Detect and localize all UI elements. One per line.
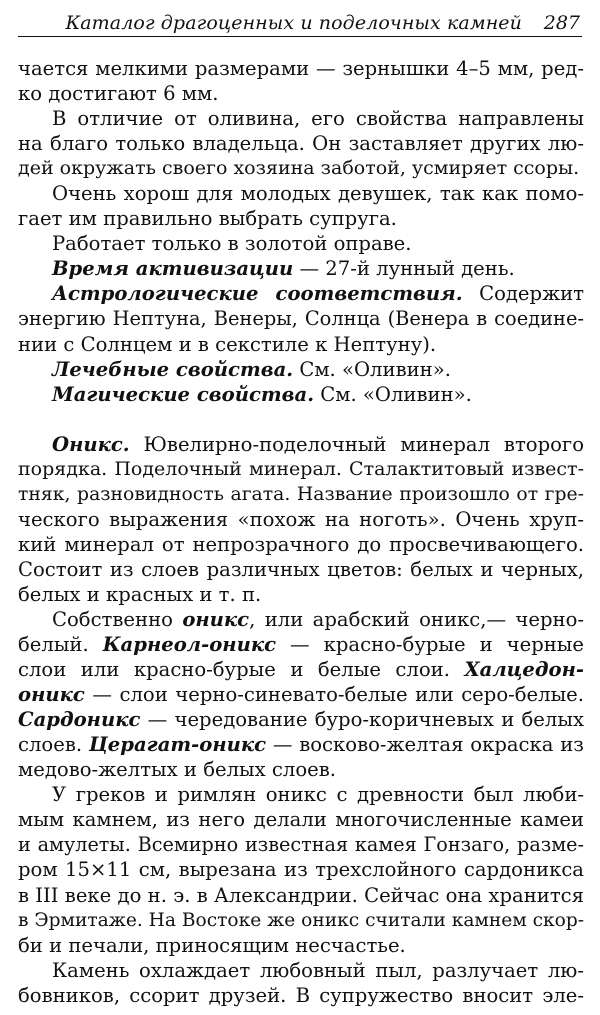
text-line: дей окружать своего хозяина заботой, усмиряет ссоры. bbox=[18, 157, 580, 180]
entry-title: Оникс. bbox=[52, 432, 130, 456]
term-heading: Время активизации bbox=[52, 257, 294, 281]
text-line: чается мелкими размерами — зернышки 4–5 мм, ред- bbox=[18, 57, 584, 80]
text-line: Оникс. Ювелирно-поделочный минерал второго bbox=[52, 432, 584, 456]
text-line: ром 15×11 см, вырезана из трехслойного сардоникса bbox=[18, 858, 584, 882]
text-line: нии с Солнцем и в секстиле к Нептуну). bbox=[18, 332, 437, 356]
text-line: Время активизации — 27-й лунный день. bbox=[52, 257, 515, 281]
term-heading: Церагат-оникс bbox=[88, 733, 267, 757]
running-header bbox=[18, 6, 582, 37]
text-line: ко достигают 6 мм. bbox=[18, 82, 219, 106]
text-line: Очень хорош для молодых девушек, так как помо- bbox=[52, 182, 584, 206]
page-number: 287 bbox=[543, 12, 580, 34]
body-text bbox=[18, 56, 584, 1008]
term-heading: Карнеол-оникс bbox=[102, 633, 277, 657]
text-line: и амулеты. Всемирно известная камея Гонзаго, разме- bbox=[18, 833, 584, 857]
text-line: в Эрмитаже. На Востоке же оникс считали камнем скор- bbox=[18, 909, 585, 931]
term-heading: Халцедон- bbox=[464, 658, 584, 682]
text-line: слои или красно-бурые и белые слои. Халцедон- bbox=[18, 658, 584, 682]
text-line: медово-желтых и белых слоев. bbox=[18, 758, 336, 782]
text-line: В отличие от оливина, его свойства направлены bbox=[52, 107, 584, 131]
text-line: порядка. Поделочный минерал. Сталактитовый извест- bbox=[18, 457, 584, 480]
text-line: Сардоникс — чередование буро-коричневых и белых bbox=[18, 708, 584, 732]
text-line: гает им правильно выбрать супруга. bbox=[18, 207, 397, 231]
text-line: Собственно оникс, или арабский оникс,— черно- bbox=[52, 607, 584, 631]
text-line: бовников, ссорит друзей. В супружество вносит эле- bbox=[18, 983, 584, 1007]
text-line: Магические свойства. См. «Оливин». bbox=[52, 382, 472, 406]
text-line: Астрологические соответствия. Содержит bbox=[52, 282, 584, 306]
text-line: Работает только в золотой оправе. bbox=[52, 232, 412, 256]
section-gap bbox=[18, 407, 584, 432]
text-line: би и печали, приносящим несчастье. bbox=[18, 933, 406, 957]
text-line: Камень охлаждает любовный пыл, разлучает лю- bbox=[52, 958, 584, 982]
text-line: на благо только владельца. Он заставляет других лю- bbox=[18, 132, 584, 156]
text-line: белый. Карнеол-оникс — красно-бурые и черные bbox=[18, 633, 584, 657]
text-line: Состоит из слоев различных цветов: белых и черных, bbox=[18, 557, 584, 581]
text-line: белых и красных и т. п. bbox=[18, 582, 262, 606]
text-line: энергию Нептуна, Венеры, Солнца (Венера в соедине- bbox=[18, 307, 584, 331]
text-line: в III веке до н. э. в Александрии. Сейчас она хранится bbox=[18, 883, 584, 907]
term-heading: Лечебные свойства. bbox=[52, 357, 294, 381]
term-heading: Астрологические соответствия. bbox=[52, 282, 463, 306]
text-line: кий минерал от непрозрачного до просвечивающего. bbox=[18, 532, 584, 556]
text-line: ческого выражения «похож на ноготь». Очень хруп- bbox=[18, 507, 584, 531]
text-line: слоев. Церагат-оникс — восково-желтая окраска из bbox=[18, 733, 584, 757]
term-heading: Сардоникс bbox=[18, 708, 141, 732]
term-heading: оникс bbox=[182, 607, 250, 631]
text-line: оникс — слои черно-синевато-белые или серо-белые. bbox=[18, 683, 584, 707]
running-title: Каталог драгоценных и поделочных камней bbox=[65, 12, 522, 34]
term-heading: оникс bbox=[18, 683, 85, 707]
text-line: Лечебные свойства. См. «Оливин». bbox=[52, 357, 451, 381]
text-line: мым камнем, из него делали многочисленные камеи bbox=[18, 808, 584, 832]
text-line: У греков и римлян оникс с древности был люби- bbox=[52, 783, 584, 807]
term-heading: Магические свойства. bbox=[52, 382, 315, 406]
text-line: тняк, разновидность агата. Название произошло от гре- bbox=[18, 483, 584, 505]
